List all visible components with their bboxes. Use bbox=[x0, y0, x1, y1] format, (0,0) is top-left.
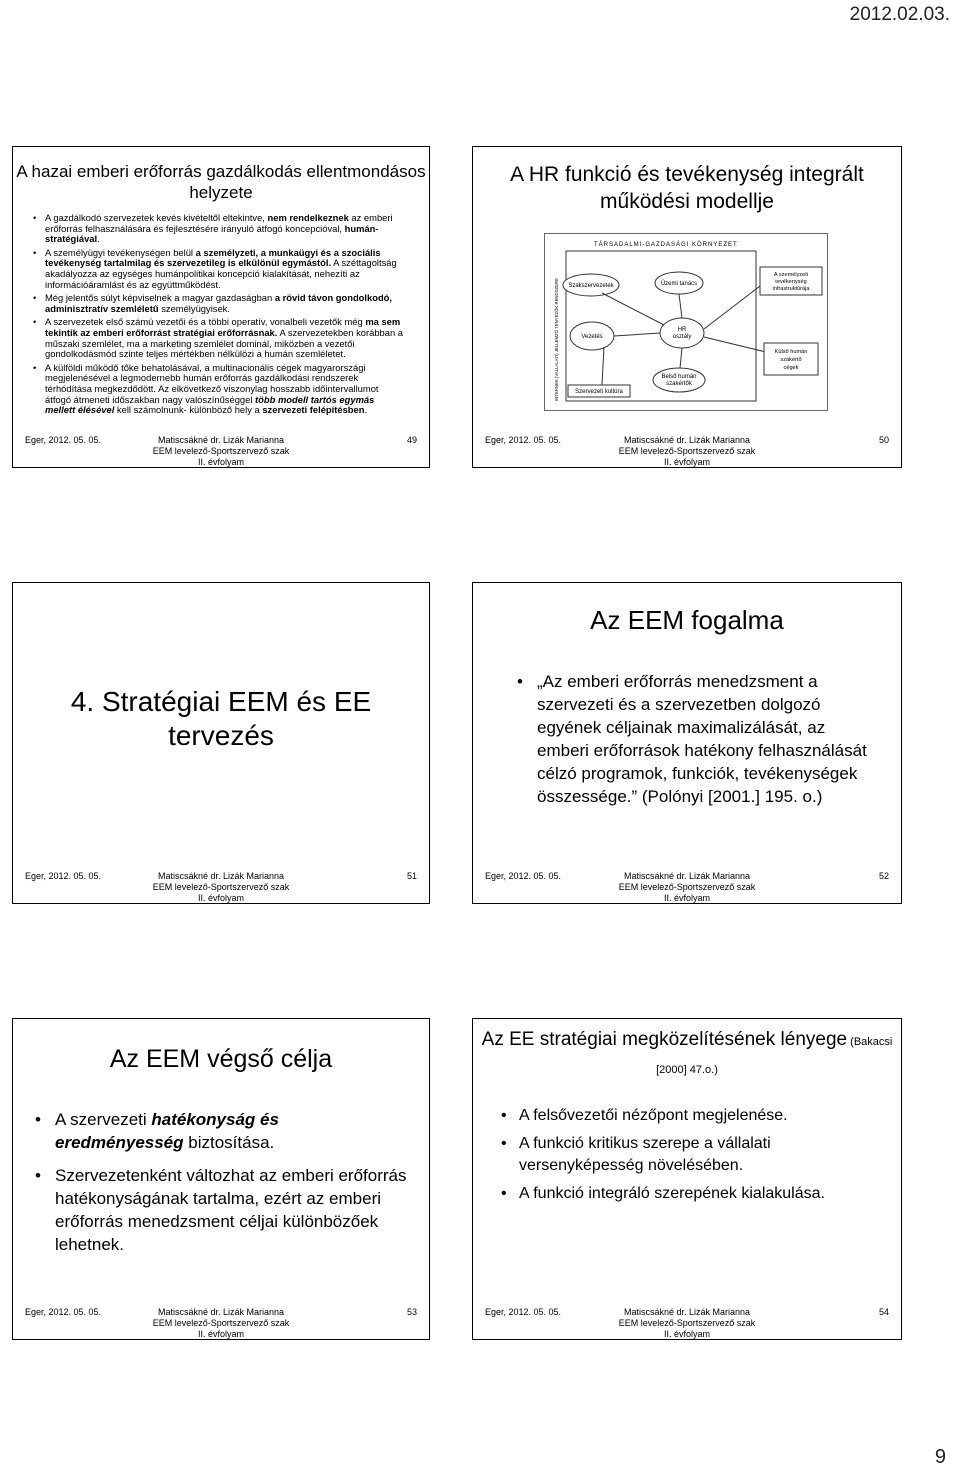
svg-text:A személyzeti: A személyzeti bbox=[773, 272, 809, 278]
slide-53 bbox=[12, 1018, 430, 1340]
slide-title: Az EEM fogalma bbox=[590, 605, 784, 635]
node-hr-osztaly bbox=[660, 318, 704, 348]
svg-text:osztály: osztály bbox=[672, 334, 692, 340]
header-date: 2012.02.03. bbox=[849, 4, 950, 25]
svg-text:tevékenység: tevékenység bbox=[775, 279, 807, 285]
page-number: 9 bbox=[934, 1446, 946, 1468]
svg-text:Üzemi tanács: Üzemi tanács bbox=[660, 281, 698, 287]
definition-quote: • „Az emberi erőforrás menedzsment a szervezeti és a szervezetben dolgozó egyének céljainak maximalizálását, az emberi erőforrások hatékony felhasználását célzó programok, funkciók, tevékenységek összessége.” (Polónyi [2001.] 195. o.) bbox=[517, 670, 877, 808]
slide-49 bbox=[12, 146, 430, 468]
list-item: • A szervezeti hatékonyság és eredményesség biztosítása. bbox=[33, 1108, 409, 1154]
svg-text:Szervezeti kultúra: Szervezeti kultúra bbox=[575, 389, 623, 395]
slide-52 bbox=[472, 582, 902, 904]
svg-text:szakértők: szakértők bbox=[666, 381, 692, 387]
slide-footer bbox=[25, 871, 417, 901]
list-item: • A szervezetek első számú vezetői és a többi operatív, vonalbeli vezetők még ma sem tekintik az emberi erőforrást stratégiai erőforrásnak. A szervezetekben korábban a műszaki szemlélet, ma a marketing szemlélet dominál, miközben a vezetői gondolkodásmód szinte teljes mértékben nélkülözi a humán szemléletet. bbox=[33, 317, 407, 359]
bullet-list bbox=[33, 213, 407, 416]
slide-number: 51 bbox=[406, 871, 417, 881]
list-item: • A gazdálkodó szervezetek kevés kivételtől eltekintve, nem rendelkeznek az emberi erőforrás felhasználására és fejlesztésére irányuló átfogó koncepcióval, humán-stratégiával. bbox=[33, 213, 407, 245]
footer-author: Matiscsákné dr. Lizák Marianna EEM levelező-Sportszervező szak II. évfolyam bbox=[152, 871, 290, 903]
footer-date: Eger, 2012. 05. 05. bbox=[25, 871, 102, 881]
footer-author: Matiscsákné dr. Lizák Marianna EEM levelező-Sportszervező szak II. évfolyam bbox=[152, 1307, 290, 1339]
list-item: • A külföldi működő tőke behatolásával, a multinacionális cégek magyarországi megjelenésével a legmodernebb humán erőforrás gazdálkodási rendszerek térhódítása megkezdődött. Az elkövetkező viszonylag hosszabb időintervallumot átfogó átmeneti időszakban nagy valószínűséggel több modell tartós egymás mellett élésével kell számolnunk- különböző hely a szervezeti felépítésben. bbox=[33, 363, 407, 416]
list-item: • A személyügyi tevékenységen belül a személyzeti, a munkaügyi és a szociális tevékenység tartalmilag és szervezetileg is elkülönül egymástól. A széttagoltság akadályozza az egységes humánpolitikai koncepció kialakítását, nehezíti az információáramlást és az együttműködést. bbox=[33, 248, 407, 290]
slide-title: Az EEM végső célja bbox=[109, 1045, 333, 1073]
slide-51 bbox=[12, 582, 430, 904]
svg-text:szakértő: szakértő bbox=[780, 357, 802, 363]
footer-date: Eger, 2012. 05. 05. bbox=[25, 1307, 102, 1317]
footer-date: Eger, 2012. 05. 05. bbox=[485, 871, 562, 881]
slide-footer bbox=[485, 435, 889, 465]
list-item: • A funkció integráló szerepének kialakulása. bbox=[499, 1183, 881, 1205]
list-item: • Szervezetenként változhat az emberi erőforrás hatékonyságának tartalma, ezért az emberi erőforrás menedzsment céljai különbözőek lehetnek. bbox=[33, 1164, 409, 1256]
footer-author: Matiscsákné dr. Lizák Marianna EEM levelező-Sportszervező szak II. évfolyam bbox=[618, 435, 756, 467]
footer-author: Matiscsákné dr. Lizák Marianna EEM levelező-Sportszervező szak II. évfolyam bbox=[618, 1307, 756, 1339]
slide-footer bbox=[25, 1307, 417, 1337]
svg-text:Belső humán: Belső humán bbox=[661, 374, 697, 380]
slide-footer bbox=[485, 871, 889, 901]
slide-number: 54 bbox=[878, 1307, 889, 1317]
slide-footer bbox=[25, 435, 417, 465]
footer-date: Eger, 2012. 05. 05. bbox=[25, 435, 102, 445]
slide-54 bbox=[472, 1018, 902, 1340]
svg-text:infrastruktúrája: infrastruktúrája bbox=[772, 286, 810, 292]
environment-label: TÁRSADALMI-GAZDASÁGI KÖRNYEZET bbox=[594, 242, 738, 248]
title-reference: (Bakacsi [2000] 47.o.) bbox=[656, 1036, 893, 1076]
slide-number: 53 bbox=[406, 1307, 417, 1317]
footer-date: Eger, 2012. 05. 05. bbox=[485, 435, 562, 445]
svg-text:Külső humán: Külső humán bbox=[774, 349, 808, 355]
slide-number: 52 bbox=[878, 871, 889, 881]
svg-text:HR: HR bbox=[677, 327, 687, 333]
footer-date: Eger, 2012. 05. 05. bbox=[485, 1307, 562, 1317]
slide-title: Az EE stratégiai megközelítésének lényege (Bakacsi [2000] 47.o.) bbox=[481, 1029, 893, 1076]
slide-title: 4. Stratégiai EEM és EE tervezés bbox=[70, 686, 372, 751]
list-item: • A felsővezetői nézőpont megjelenése. bbox=[499, 1105, 881, 1127]
hr-model-diagram bbox=[544, 233, 828, 411]
internal-factors-label: INTERNEK (VALLALATI) JELLEMZŐ TÉNYEZŐK RENDSZERE bbox=[554, 278, 559, 401]
footer-author: Matiscsákné dr. Lizák Marianna EEM levelező-Sportszervező szak II. évfolyam bbox=[152, 435, 290, 467]
svg-text:Vezetés: Vezetés bbox=[581, 334, 603, 340]
slide-footer bbox=[485, 1307, 889, 1337]
list-item: • Még jelentős súlyt képviselnek a magyar gazdaságban a rövid távon gondolkodó, adminisztratív szemléletű személyügyisek. bbox=[33, 293, 407, 314]
slide-number: 49 bbox=[406, 435, 417, 445]
bullet-list bbox=[499, 1105, 881, 1205]
svg-text:Szakszervezetek: Szakszervezetek bbox=[568, 283, 614, 289]
footer-author: Matiscsákné dr. Lizák Marianna EEM levelező-Sportszervező szak II. évfolyam bbox=[618, 871, 756, 903]
list-item: • A funkció kritikus szerepe a vállalati versenyképesség növelésében. bbox=[499, 1133, 881, 1177]
bullet-list bbox=[33, 1108, 409, 1256]
node-belso-szakertok bbox=[653, 368, 705, 392]
slide-title: A HR funkció és tevékenység integrált működési modellje bbox=[510, 163, 864, 213]
slide-title: A hazai emberi erőforrás gazdálkodás ellentmondásos helyzete bbox=[16, 162, 426, 202]
slide-number: 50 bbox=[878, 435, 889, 445]
slide-50 bbox=[472, 146, 902, 468]
svg-text:cégek: cégek bbox=[783, 365, 799, 371]
